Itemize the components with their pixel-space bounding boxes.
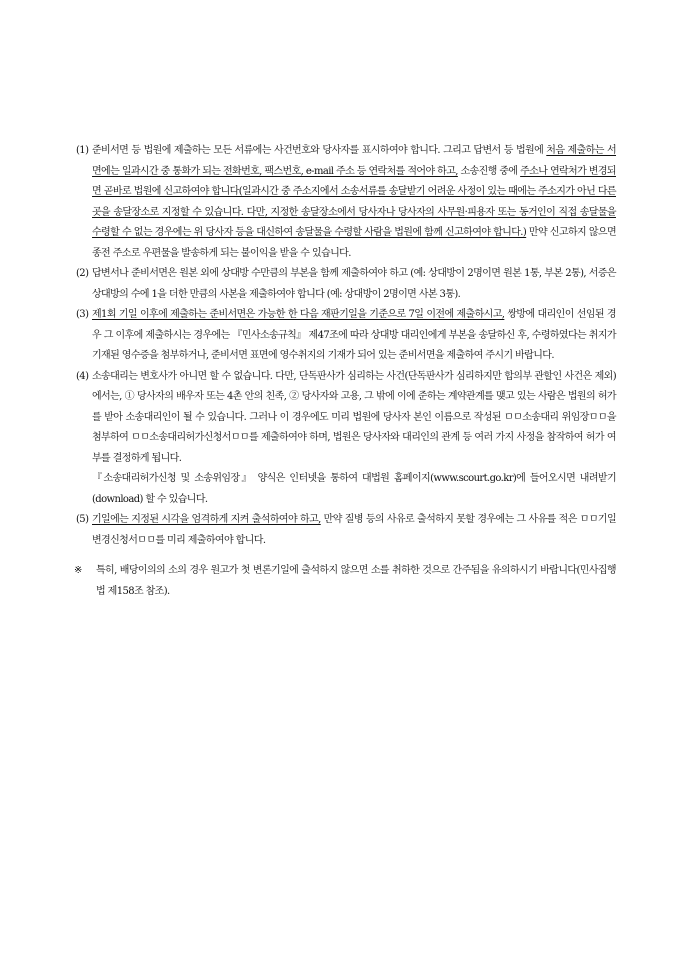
notice-item-5	[76, 510, 616, 551]
underlined-text: 주소나 연락처가 변경되면 곧바로 법원에 신고하여야 합니다(일과시간 중 주소지에서 소송서류를 송달받기 어려운 사정이 있는 때에는 주소지가 아닌 다른 곳을 송달장소로 지정할 수 있습니다. 다만, 지정한 송달장소에서 당사자나 당사자의 사무원·피용자 또는 동거인이 직접 송달물을 수령할 수 없는 경우에는 위 당사자 등을 대신하여 송달물을 수령할 사람을 법원에 함께 신고하여야 합니다.)	[92, 165, 616, 238]
notice-item-3	[76, 305, 616, 367]
notice-item-2	[76, 264, 616, 305]
item-text: 『소송대리허가신청 및 소송위임장』 양식은 인터넷을 통하여 대법원 홈페이지(www.scourt.go.kr)에 들어오시면 내려받기(download) 할 수 있습니다.	[92, 473, 616, 505]
special-note	[74, 561, 616, 602]
item-text: 만약 신고하지 않으면 종전 주소로 우편물을 발송하게 되는 불이익을 받을 수 있습니다.	[92, 227, 617, 259]
underlined-text: 제1회 기일 이후에 제출하는 준비서면은 가능한 한 다음 재판기일을 기준으로 7일 이전에 제출하시고,	[92, 309, 505, 320]
item-number: (4)	[76, 370, 89, 382]
item-text: 만약 질병 등의 사유로 출석하지 못할 경우에는 그 사유를 적은 ㅁㅁ기일변경신청서ㅁㅁ를 미리 제출하여야 합니다.	[92, 514, 617, 546]
item-text: 소송진행 중에	[457, 165, 521, 177]
item-number: (3)	[76, 309, 89, 320]
note-text: 특히, 배당이의의 소의 경우 원고가 첫 변론기일에 출석하지 않으면 소를 취하한 것으로 간주됨을 유의하시기 바랍니다(민사집행법 제158조 참조).	[96, 565, 616, 597]
item-number: (5)	[76, 514, 89, 525]
notice-item-1	[76, 141, 616, 264]
notice-body	[76, 141, 616, 602]
reference-mark: ※	[74, 565, 82, 576]
underlined-text: 처음 제출하는 서면에는 일과시간 중 통화가 되는 전화번호, 팩스번호, e-mail 주소 등 연락처를 적어야 하고,	[92, 145, 617, 177]
item-number: (1)	[76, 145, 89, 156]
item-text: 소송대리는 변호사가 아니면 할 수 없습니다. 다만, 단독판사가 심리하는 사건(단독판사가 심리하지만 합의부 관할인 사건은 제외)에서는, ① 당사자의 배우자 또는 4촌 안의 친족, ② 당사자와 고용, 그 밖에 이에 준하는 계약관계를 맺고 있는 사람은 법원의 허가를 받아 소송대리인이 될 수 있습니다. 그러나 이 경우에도 미리 법원에 당사자 본인 이름으로 작성된 ㅁㅁ소송대리 위임장ㅁㅁ을 첨부하여 ㅁㅁ소송대리허가신청서ㅁㅁ를 제출하여야 하며, 법원은 당사자와 대리인의 관계 등 여러 가지 사정을 참작하여 허가 여부를 결정하게 됩니다.	[92, 370, 616, 464]
item-number: (2)	[76, 268, 89, 279]
underlined-text: 기일에는 지정된 시각을 엄격하게 지켜 출석하여야 하고,	[92, 514, 321, 525]
item-text: 답변서나 준비서면은 원본 외에 상대방 수만큼의 부본을 함께 제출하여야 하고 (예: 상대방이 2명이면 원본 1통, 부본 2통), 서증은 상대방의 수에 1을 더한 만큼의 사본을 제출하여야 합니다 (예: 상대방이 2명이면 사본 3통).	[92, 268, 616, 300]
item-text: 쌍방에 대리인이 선임된 경우 그 이후에 제출하시는 경우에는 『민사소송규칙』 제47조에 따라 상대방 대리인에게 부본을 송달하신 후, 수령하였다는 취지가 기재된 영수증을 첨부하거나, 준비서면 표면에 영수취지의 기재가 되어 있는 준비서면을 제출하여 주시기 바랍니다.	[92, 309, 616, 361]
notice-item-4	[76, 367, 616, 511]
item-text: 준비서면 등 법원에 제출하는 모든 서류에는 사건번호와 당사자를 표시하여야 합니다. 그리고 답변서 등 법원에	[92, 145, 547, 156]
